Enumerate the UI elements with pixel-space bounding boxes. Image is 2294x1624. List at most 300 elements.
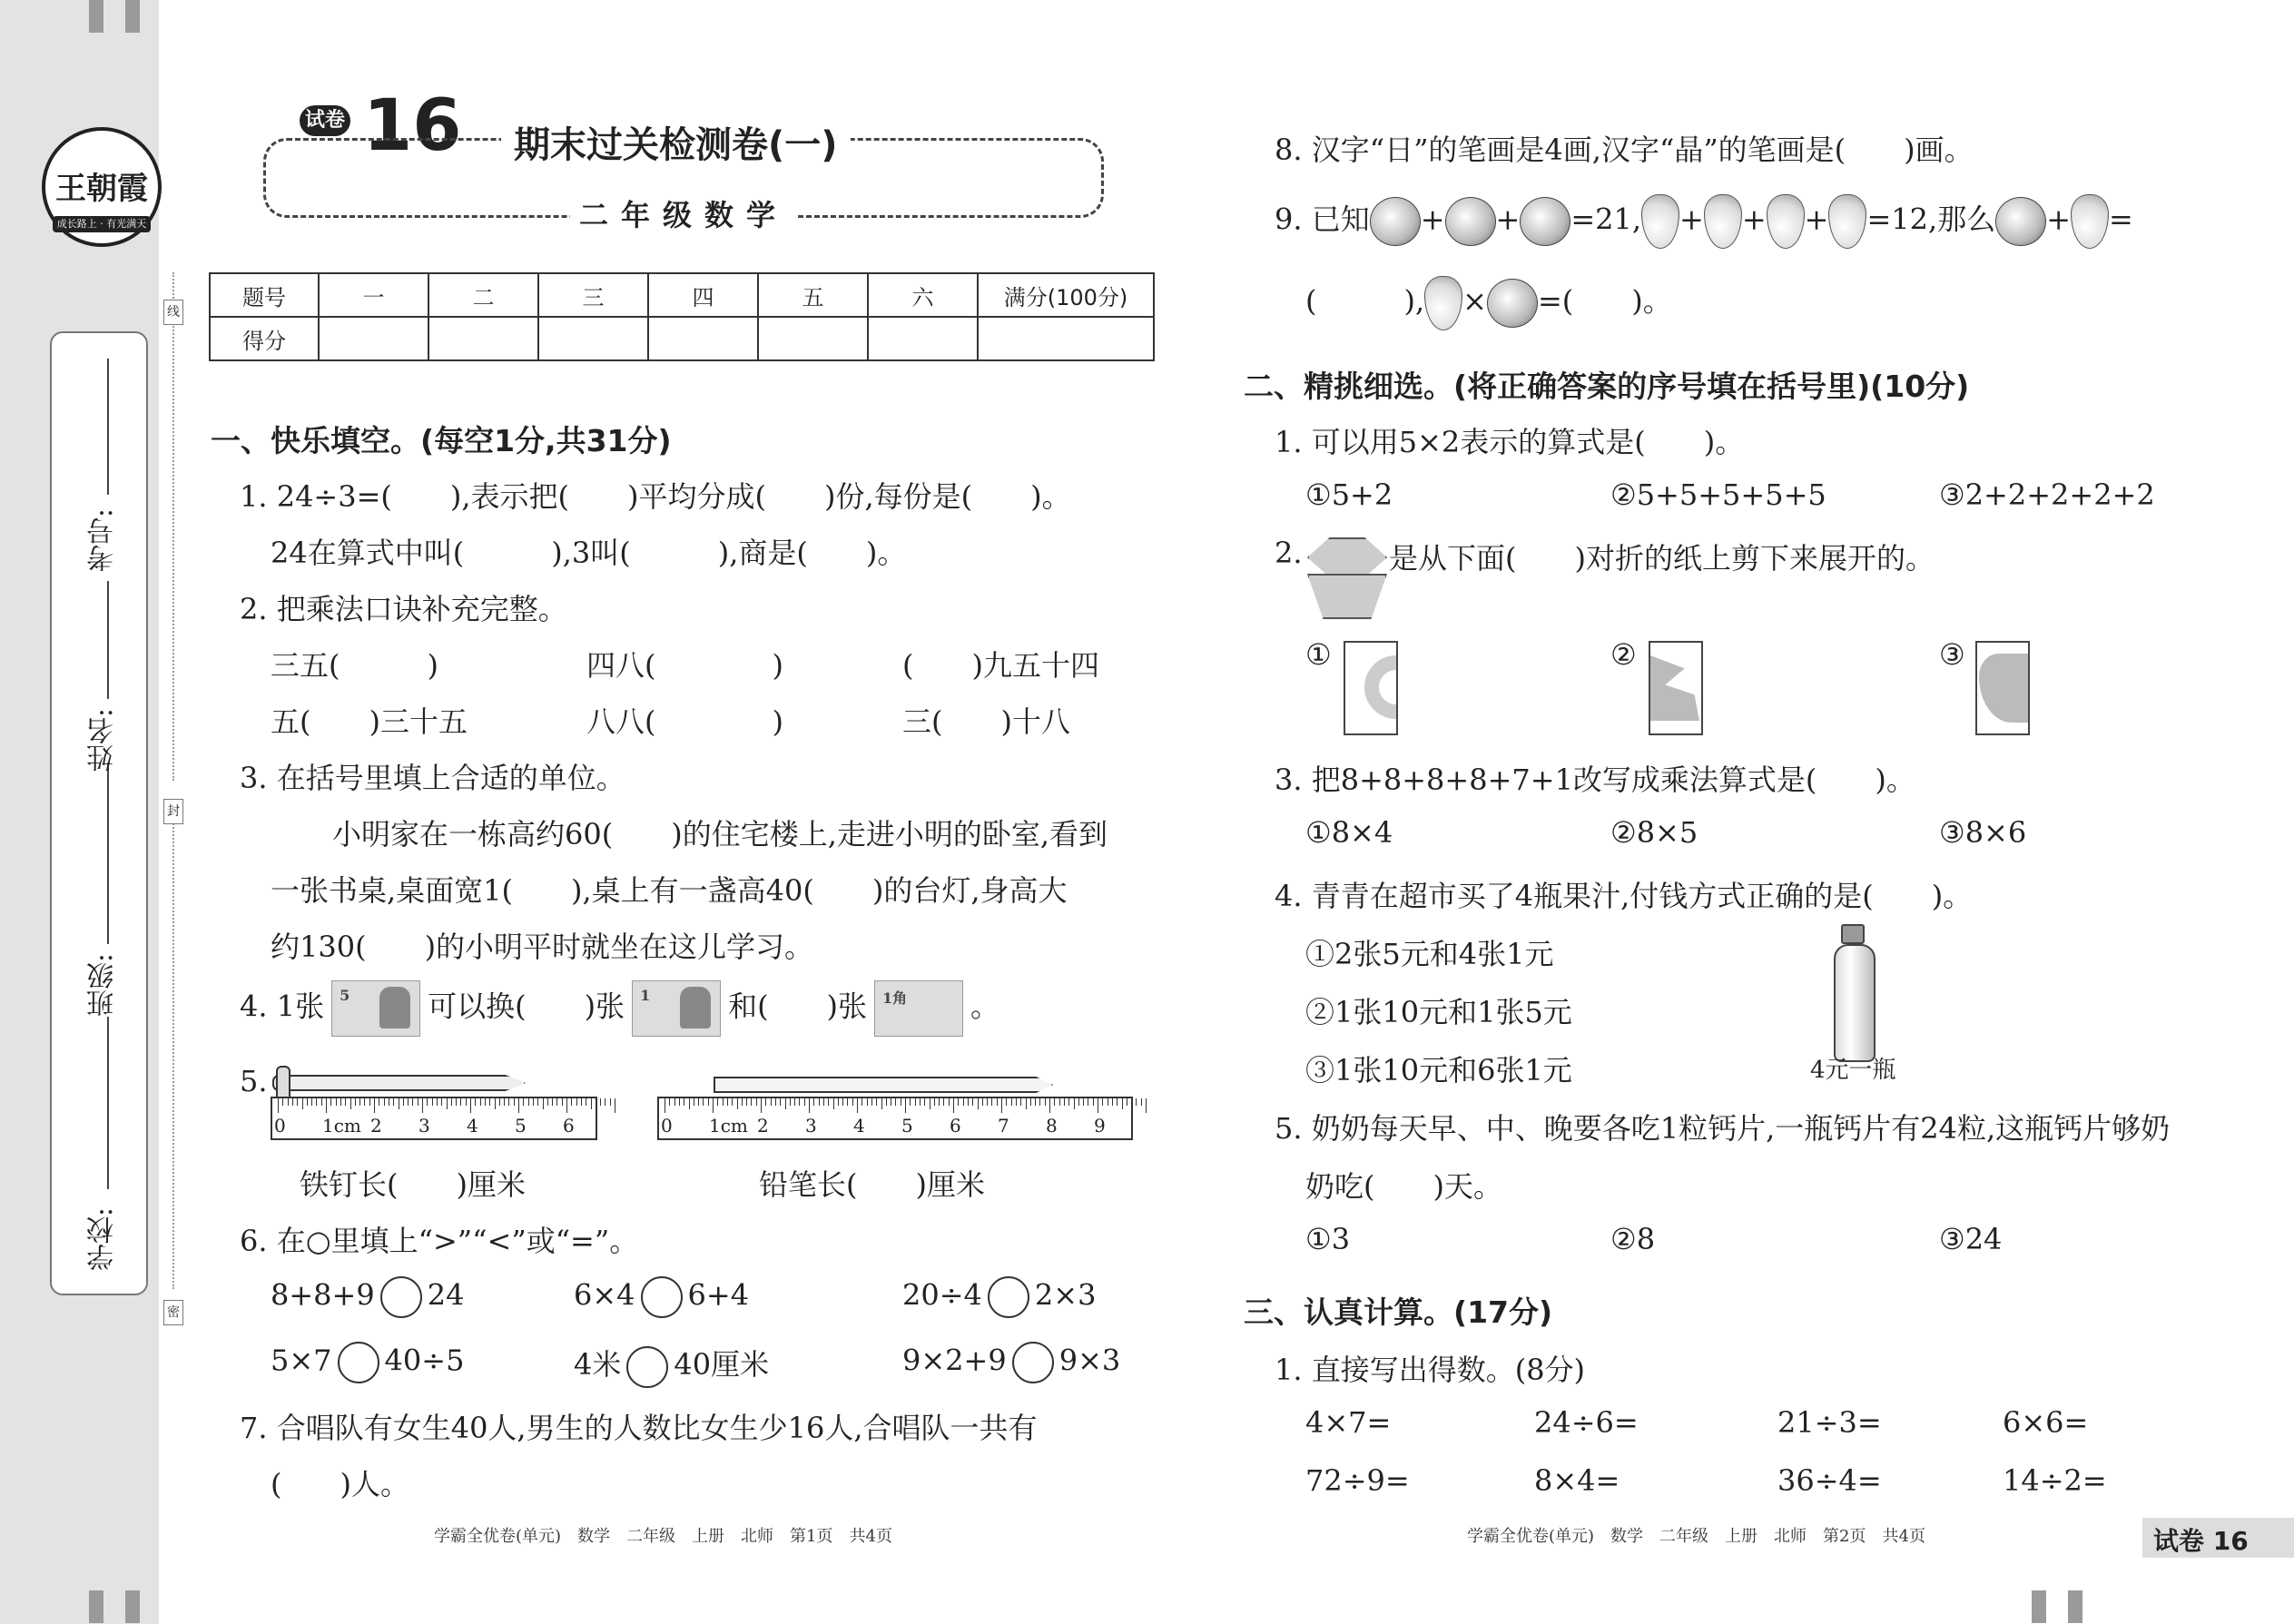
ruler-tick	[600, 1098, 601, 1106]
compare-left: 5×7	[271, 1343, 332, 1378]
ruler-tick	[723, 1098, 724, 1106]
q9-sum-1: =21,	[1570, 202, 1642, 237]
ruler-tick	[943, 1098, 944, 1106]
compare-item	[574, 1342, 769, 1388]
ruler-tick	[963, 1098, 964, 1106]
q2-item: 三五( )	[271, 648, 438, 683]
plus-sign: +	[1741, 202, 1767, 237]
banknote-value: 1	[640, 987, 651, 1004]
score-cell[interactable]	[538, 317, 648, 360]
ruler-tick	[456, 1098, 457, 1106]
s2-q4-option[interactable]: ①2张5元和4张1元	[1305, 937, 1554, 971]
compare-item	[271, 1276, 464, 1318]
folded-paper-3-image	[1975, 641, 2030, 735]
ruler-tick	[576, 1098, 577, 1106]
q2-text: 2. 把乘法口诀补充完整。	[240, 592, 567, 626]
equals-sign: =	[2109, 202, 2133, 237]
ruler-tick	[982, 1098, 983, 1106]
score-row-label: 得分	[210, 317, 319, 360]
calc-item: 36÷4=	[1777, 1463, 1882, 1498]
q9-line-1	[1275, 194, 2133, 249]
score-header: 二	[428, 273, 538, 317]
page-title: 期末过关检测卷(一)	[501, 116, 851, 168]
ruler-tick	[847, 1098, 848, 1106]
ruler-tick	[422, 1098, 423, 1113]
tomato-icon	[1487, 279, 1538, 328]
school-field[interactable]	[107, 1017, 109, 1189]
s2-q3-option[interactable]: ③8×6	[1939, 815, 2027, 850]
score-cell[interactable]	[758, 317, 868, 360]
ruler-tick	[915, 1098, 916, 1106]
margin-tick	[125, 1590, 140, 1623]
ruler-tick	[326, 1098, 327, 1113]
margin-tick	[2068, 1590, 2082, 1623]
ruler-tick	[780, 1098, 781, 1106]
paper-tag: 试卷	[300, 105, 350, 136]
ruler-tick	[537, 1098, 538, 1106]
paper-number: 16	[363, 85, 462, 167]
ruler-tick	[543, 1098, 544, 1109]
ruler-tick	[466, 1098, 467, 1106]
s2-q2-option[interactable]: ①	[1305, 637, 1332, 672]
ruler-tick	[518, 1098, 519, 1113]
compare-circle[interactable]	[988, 1276, 1029, 1318]
ruler-tick	[790, 1098, 791, 1106]
s2-q5-option[interactable]: ②8	[1610, 1222, 1656, 1256]
plus-sign: +	[1804, 202, 1829, 237]
ruler-tick	[861, 1098, 862, 1106]
ruler-tick	[833, 1098, 834, 1109]
ruler-tick	[523, 1098, 524, 1106]
s2-q4-option[interactable]: ③1张10元和6张1元	[1305, 1053, 1572, 1088]
section-2-title: 二、精挑细选。(将正确答案的序号填在括号里)(10分)	[1244, 369, 1970, 404]
ruler-tick	[432, 1098, 433, 1106]
ruler-tick	[1016, 1098, 1017, 1106]
compare-item	[902, 1276, 1096, 1318]
ruler-tick	[1035, 1098, 1036, 1106]
q9-text-b: ( ),	[1305, 283, 1425, 319]
q3-line-1: 小明家在一栋高约60( )的住宅楼上,走进小明的卧室,看到	[332, 817, 1108, 851]
compare-item	[902, 1342, 1120, 1383]
compare-right: 40÷5	[384, 1343, 465, 1378]
ruler-tick	[972, 1098, 973, 1106]
ruler-tick	[1083, 1098, 1084, 1106]
q2-item: ( )九五十四	[902, 648, 1099, 683]
ruler-tick	[746, 1098, 747, 1106]
ruler-tick	[610, 1098, 611, 1106]
ruler-tick	[1068, 1098, 1069, 1106]
ruler-tick	[547, 1098, 548, 1106]
ruler-tick	[732, 1098, 733, 1106]
score-header: 六	[868, 273, 978, 317]
cut-line	[172, 817, 174, 1289]
plus-sign: +	[1679, 202, 1704, 237]
cut-shape-bottom-image	[1307, 574, 1387, 619]
calc-item: 24÷6=	[1534, 1405, 1639, 1440]
ruler-tick	[485, 1098, 486, 1106]
q7-line-1: 7. 合唱队有女生40人,男生的人数比女生少16人,合唱队一共有	[240, 1411, 1038, 1445]
pear-icon	[1424, 276, 1462, 330]
s2-q5-line-1: 5. 奶奶每天早、中、晚要各吃1粒钙片,一瓶钙片有24粒,这瓶钙片够奶	[1275, 1111, 2171, 1146]
ruler-number: 4	[467, 1115, 478, 1137]
score-cell[interactable]	[868, 317, 978, 360]
score-cell[interactable]	[428, 317, 538, 360]
ruler-tick	[809, 1098, 810, 1113]
ruler-tick	[364, 1098, 365, 1106]
ruler-tick	[1030, 1098, 1031, 1106]
class-field[interactable]	[107, 763, 109, 944]
ruler-tick	[514, 1098, 515, 1106]
ruler-tick	[1131, 1098, 1132, 1106]
s2-q4-text: 4. 青青在超市买了4瓶果汁,付钱方式正确的是( )。	[1275, 879, 1973, 913]
ruler-number: 2	[370, 1115, 382, 1137]
ruler-tick	[1039, 1098, 1040, 1106]
q3-text: 3. 在括号里填上合适的单位。	[240, 761, 625, 795]
compare-left: 9×2+9	[902, 1343, 1007, 1378]
score-cell[interactable]	[319, 317, 428, 360]
q4-text-b: 可以换( )张	[428, 989, 625, 1024]
ruler-tick	[871, 1098, 872, 1106]
ruler-tick	[581, 1098, 582, 1106]
calc-item: 6×6=	[2003, 1405, 2089, 1440]
ruler-tick	[785, 1098, 786, 1109]
ruler-tick	[1102, 1098, 1103, 1106]
ruler-tick	[771, 1098, 772, 1106]
banknote-1-yuan-image	[632, 980, 721, 1037]
pear-icon	[1767, 194, 1805, 249]
juice-bottle-image	[1834, 944, 1876, 1062]
pear-icon	[1828, 194, 1866, 249]
score-cell[interactable]	[978, 317, 1154, 360]
ruler-tick	[949, 1098, 950, 1106]
q4-line	[240, 980, 999, 1037]
compare-right: 24	[427, 1277, 465, 1313]
compare-right: 2×3	[1034, 1277, 1097, 1313]
ruler-number: 3	[805, 1115, 817, 1137]
s2-q1-option[interactable]: ①5+2	[1305, 477, 1393, 512]
publisher-logo	[42, 127, 162, 247]
name-field[interactable]	[107, 581, 109, 699]
s2-q2-option[interactable]: ②	[1610, 637, 1637, 672]
s2-q2-option[interactable]: ③	[1939, 637, 1965, 672]
compare-item	[271, 1342, 464, 1383]
ruler-tick	[460, 1098, 461, 1106]
s2-q4-option[interactable]: ②1张10元和1张5元	[1305, 995, 1572, 1029]
score-cell[interactable]	[648, 317, 758, 360]
q2-item: 五( )三十五	[271, 704, 468, 739]
ruler-tick	[703, 1098, 704, 1106]
ruler-tick	[336, 1098, 337, 1106]
ruler-tick	[717, 1098, 718, 1106]
tomato-icon	[1520, 197, 1570, 246]
ruler-tick	[384, 1098, 385, 1106]
ruler-tick	[451, 1098, 452, 1106]
tomato-icon	[1995, 197, 2046, 246]
calc-item: 8×4=	[1534, 1463, 1620, 1498]
ruler-tick	[939, 1098, 940, 1106]
plus-sign: +	[1495, 202, 1521, 237]
ruler-tick	[437, 1098, 438, 1106]
ruler-tick	[886, 1098, 887, 1106]
q4-text-a: 4. 1张	[240, 989, 325, 1024]
q2-item: 八八( )	[586, 704, 783, 739]
ruler-tick	[427, 1098, 428, 1106]
ruler-number: 7	[998, 1115, 1009, 1137]
s2-q2-text: 是从下面( )对折的纸上剪下来展开的。	[1389, 541, 1935, 576]
compare-left: 4米	[574, 1347, 622, 1382]
score-header: 题号	[210, 273, 319, 317]
ruler-tick	[495, 1098, 496, 1109]
s2-q1-text: 1. 可以用5×2表示的算式是( )。	[1275, 425, 1745, 459]
exam-number-field[interactable]	[107, 359, 109, 495]
score-table	[209, 272, 1155, 361]
pencil-image	[714, 1077, 1053, 1093]
q6-text: 6. 在○里填上“>”“<”或“=”。	[240, 1224, 639, 1258]
compare-left: 20÷4	[902, 1277, 982, 1313]
ruler-tick	[867, 1098, 868, 1106]
ruler-number: 4	[853, 1115, 865, 1137]
ruler-tick	[393, 1098, 394, 1106]
margin-tick	[89, 1590, 103, 1623]
ruler-tick	[1074, 1098, 1075, 1109]
s2-q5-option[interactable]: ③24	[1939, 1222, 2003, 1256]
pear-icon	[1641, 194, 1679, 249]
ruler-tick	[292, 1098, 293, 1106]
compare-circle[interactable]	[626, 1346, 668, 1388]
ruler-tick	[708, 1098, 709, 1106]
compare-circle[interactable]	[1012, 1342, 1054, 1383]
ruler-tick	[552, 1098, 553, 1106]
ruler-tick	[508, 1098, 509, 1106]
page-subtitle: 二年级数学	[570, 192, 797, 234]
ruler-tick	[441, 1098, 442, 1106]
school-label: 学校:	[87, 1207, 119, 1272]
s3-q1-text: 1. 直接写出得数。(8分)	[1275, 1353, 1586, 1387]
ruler-tick	[669, 1098, 670, 1106]
ruler-number: 9	[1094, 1115, 1106, 1137]
ruler-tick	[765, 1098, 766, 1106]
ruler-tick	[307, 1098, 308, 1106]
ruler-tick	[813, 1098, 814, 1106]
ruler-tick	[403, 1098, 404, 1106]
ruler-tick	[958, 1098, 959, 1106]
s2-q1-option[interactable]: ②5+5+5+5+5	[1610, 477, 1826, 512]
cut-line	[172, 272, 174, 781]
tomato-icon	[1445, 197, 1496, 246]
pencil-length-text: 铅笔长( )厘米	[759, 1167, 985, 1202]
ruler-tick	[804, 1098, 805, 1106]
ruler-tick	[297, 1098, 298, 1106]
ruler-tick	[1054, 1098, 1055, 1106]
q8-text: 8. 汉字“日”的笔画是4画,汉字“晶”的笔画是( )画。	[1275, 133, 1974, 167]
ruler-tick	[674, 1098, 675, 1106]
score-header: 一	[319, 273, 428, 317]
q3-line-3: 约130( )的小明平时就坐在这儿学习。	[271, 930, 814, 964]
ruler-tick	[1064, 1098, 1065, 1106]
compare-right: 9×3	[1058, 1343, 1121, 1378]
margin-tick	[2032, 1590, 2046, 1623]
exam-number-label: 考号:	[87, 508, 119, 573]
q1-line-2: 24在算式中叫( ),3叫( ),商是( )。	[271, 536, 907, 570]
ruler-tick	[679, 1098, 680, 1106]
compare-circle[interactable]	[641, 1276, 683, 1318]
ruler-tick	[987, 1098, 988, 1106]
ruler-tick	[823, 1098, 824, 1106]
ruler-number: 1cm	[709, 1115, 748, 1137]
ruler-tick	[447, 1098, 448, 1109]
s2-q2-number: 2.	[1275, 536, 1303, 570]
ruler-tick	[374, 1098, 375, 1113]
ruler-number: 6	[563, 1115, 575, 1137]
ruler-tick	[997, 1098, 998, 1106]
q4-text-c: 和( )张	[728, 989, 868, 1024]
ruler-tick	[1059, 1098, 1060, 1106]
ruler-number: 5	[515, 1115, 527, 1137]
margin-tick	[89, 0, 103, 33]
ruler-tick	[1001, 1098, 1002, 1113]
ruler-tick	[321, 1098, 322, 1106]
ruler-tick	[1146, 1098, 1147, 1113]
ruler-tick	[1011, 1098, 1012, 1106]
ruler-tick	[504, 1098, 505, 1106]
ruler-tick	[302, 1098, 303, 1109]
ruler-tick	[350, 1098, 351, 1109]
banknote-5-yuan-image	[331, 980, 420, 1037]
ruler-number: 3	[418, 1115, 430, 1137]
ruler-tick	[412, 1098, 413, 1106]
ruler-tick	[282, 1098, 283, 1106]
compare-right: 6+4	[687, 1277, 750, 1313]
s2-q3-text: 3. 把8+8+8+8+7+1改写成乘法算式是( )。	[1275, 763, 1915, 797]
zigzag-shape	[1650, 655, 1699, 721]
ruler-tick	[470, 1098, 471, 1113]
logo-text: 王朝霞	[55, 171, 148, 207]
ruler-tick	[742, 1098, 743, 1106]
ruler-number: 5	[901, 1115, 913, 1137]
ruler-tick	[727, 1098, 728, 1106]
ruler-tick	[1136, 1098, 1137, 1106]
iron-nail-image	[272, 1075, 526, 1091]
compare-left: 8+8+9	[271, 1277, 375, 1313]
pear-icon	[1704, 194, 1742, 249]
banknote-1-jiao-image	[874, 980, 963, 1037]
ruler-tick	[489, 1098, 490, 1106]
q2-item: 四八( )	[586, 648, 783, 683]
s2-q1-option[interactable]: ③2+2+2+2+2	[1939, 477, 2155, 512]
ruler-tick	[953, 1098, 954, 1113]
calc-item: 14÷2=	[2003, 1463, 2107, 1498]
ruler-tick	[852, 1098, 853, 1106]
ruler-tick	[1045, 1098, 1046, 1106]
ruler-tick	[1049, 1098, 1050, 1113]
ruler-tick	[345, 1098, 346, 1106]
ruler-tick	[571, 1098, 572, 1106]
s2-q5-option[interactable]: ①3	[1305, 1222, 1351, 1256]
ruler-tick	[842, 1098, 843, 1106]
name-label: 姓名:	[87, 708, 119, 773]
ruler-tick	[1006, 1098, 1007, 1106]
ruler-tick	[689, 1098, 690, 1109]
s2-q5-line-2: 奶吃( )天。	[1305, 1169, 1502, 1204]
ruler-tick	[756, 1098, 757, 1106]
half-heart-shape	[1979, 654, 2028, 723]
ruler-tick	[556, 1098, 557, 1106]
ruler-tick	[910, 1098, 911, 1106]
ruler-tick	[340, 1098, 341, 1106]
bottle-cap	[1841, 924, 1865, 944]
score-header: 三	[538, 273, 648, 317]
tomato-icon	[1370, 197, 1421, 246]
times-sign: ×	[1462, 283, 1487, 319]
ruler-tick	[751, 1098, 752, 1106]
ruler-tick	[330, 1098, 331, 1106]
ruler-tick	[857, 1098, 858, 1113]
ruler-tick	[288, 1098, 289, 1106]
class-label: 班级:	[87, 953, 119, 1018]
banknote-value: 1角	[882, 989, 908, 1007]
score-header: 四	[648, 273, 758, 317]
ruler-number: 1cm	[322, 1115, 361, 1137]
ruler-tick	[895, 1098, 896, 1106]
ruler-1	[271, 1097, 597, 1140]
ruler-tick	[1141, 1098, 1142, 1106]
student-info-box	[50, 331, 148, 1295]
bottle-price-caption: 4元一瓶	[1810, 1057, 1896, 1084]
pear-icon	[2071, 194, 2109, 249]
ruler-tick	[499, 1098, 500, 1106]
ruler-tick	[1122, 1098, 1123, 1109]
ruler-number: 0	[661, 1115, 673, 1137]
s2-q3-option[interactable]: ①8×4	[1305, 815, 1393, 850]
q2-item: 三( )十八	[902, 704, 1070, 739]
ruler-number: 2	[757, 1115, 769, 1137]
q5-number: 5.	[240, 1064, 268, 1098]
plus-sign: +	[2046, 202, 2072, 237]
ruler-number: 8	[1046, 1115, 1058, 1137]
margin-tick	[125, 0, 140, 33]
ruler-tick	[978, 1098, 979, 1109]
ruler-tick	[533, 1098, 534, 1106]
q7-line-2: ( )人。	[271, 1467, 409, 1501]
ruler-tick	[934, 1098, 935, 1106]
section-1-title: 一、快乐填空。(每空1分,共31分)	[211, 423, 672, 458]
cut-mark-mi: 密	[163, 1300, 183, 1325]
ruler-tick	[528, 1098, 529, 1106]
cut-mark-feng: 封	[163, 799, 183, 824]
q3-line-2: 一张书桌,桌面宽1( ),桌上有一盏高40( )的台灯,身高大	[271, 873, 1068, 908]
nail-length-text: 铁钉长( )厘米	[300, 1167, 526, 1202]
q9-text-c: =( )。	[1537, 283, 1672, 319]
s2-q3-option[interactable]: ②8×5	[1610, 815, 1698, 850]
ruler-tick	[1112, 1098, 1113, 1106]
ruler-tick	[369, 1098, 370, 1106]
compare-circle[interactable]	[338, 1342, 379, 1383]
ruler-tick	[359, 1098, 360, 1106]
arc-shape	[1364, 655, 1428, 719]
ruler-tick	[591, 1098, 592, 1109]
right-footer: 学霸全优卷(单元) 数学 二年级 上册 北师 第2页 共4页	[1467, 1527, 1925, 1546]
calc-item: 72÷9=	[1305, 1463, 1410, 1498]
compare-circle[interactable]	[380, 1276, 422, 1318]
plus-sign: +	[1420, 202, 1445, 237]
ruler-tick	[408, 1098, 409, 1106]
ruler-tick	[876, 1098, 877, 1106]
section-3-title: 三、认真计算。(17分)	[1244, 1294, 1553, 1330]
ruler-tick	[794, 1098, 795, 1106]
compare-left: 6×4	[574, 1277, 635, 1313]
q9-text-a: 9. 已知	[1275, 202, 1370, 237]
ruler-tick	[316, 1098, 317, 1106]
